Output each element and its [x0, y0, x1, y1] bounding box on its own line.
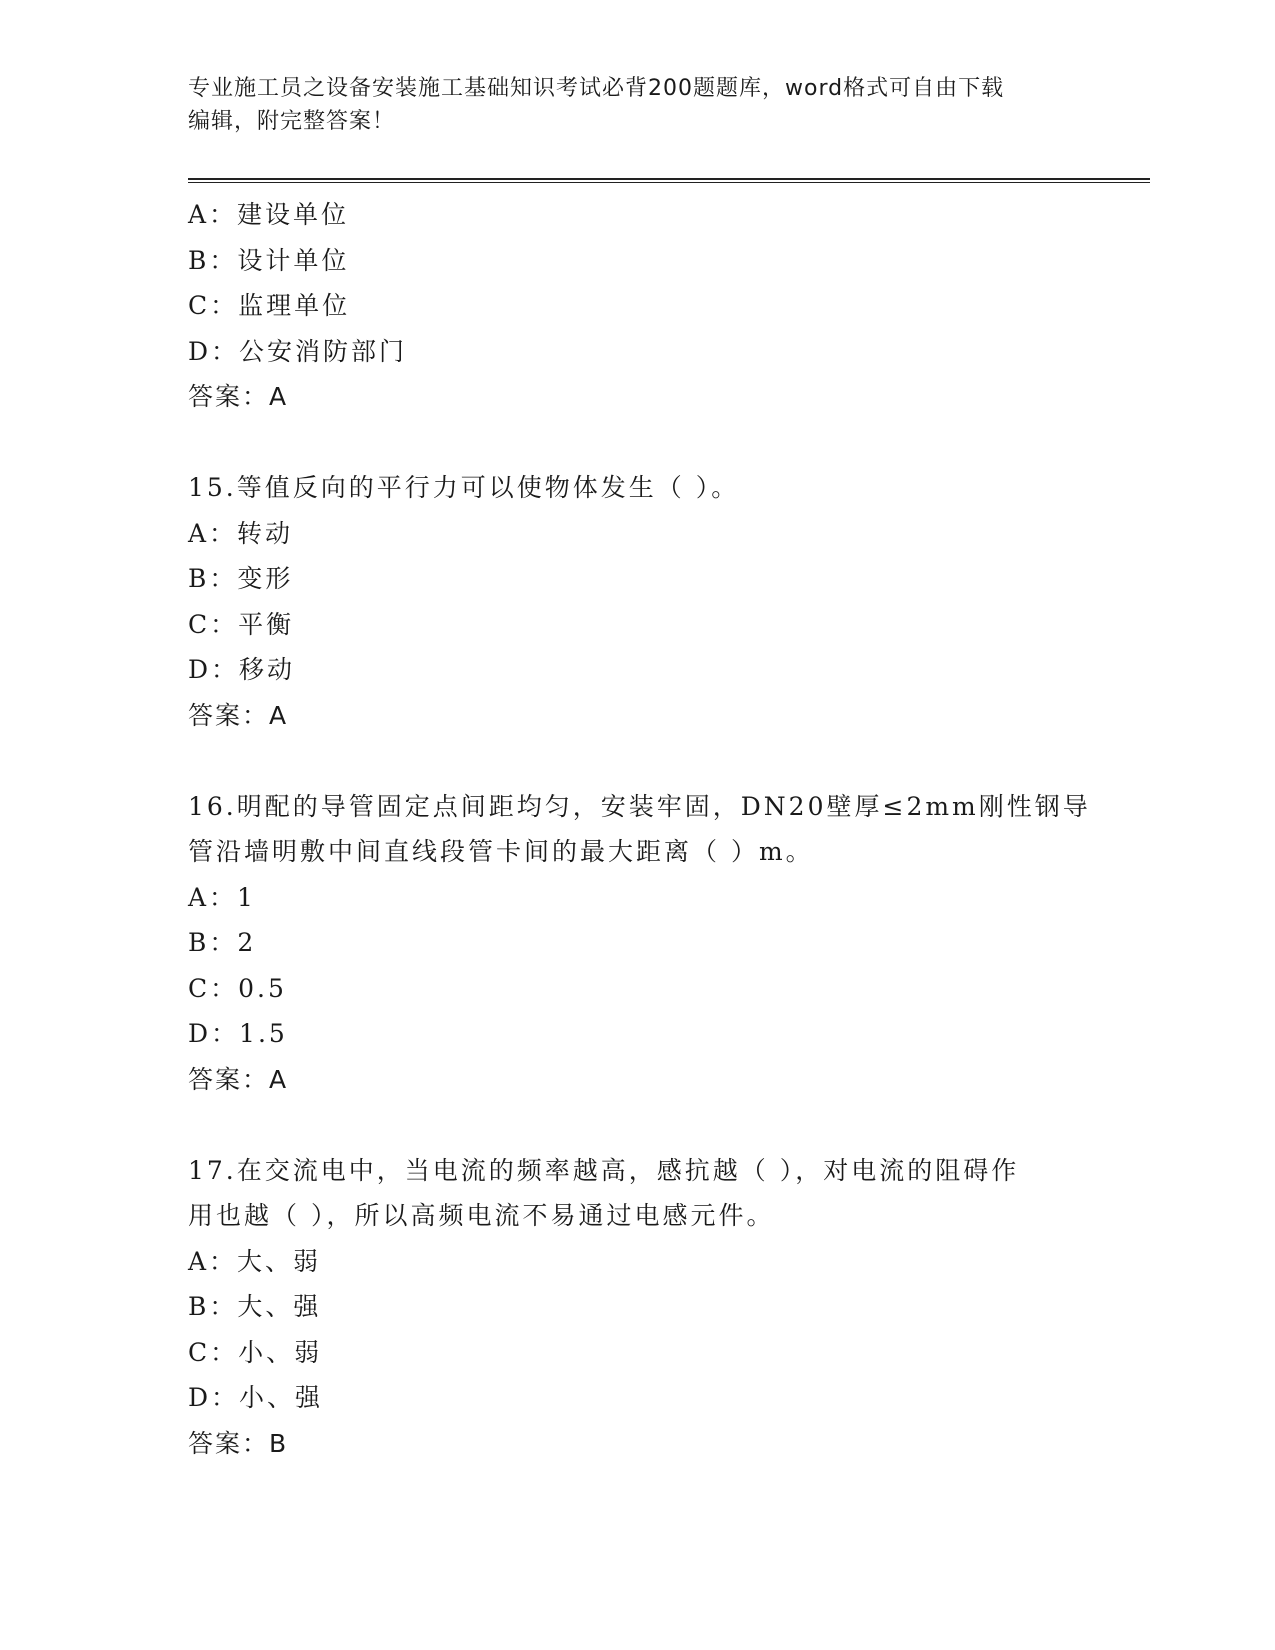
option-d: D：公安消防部门	[188, 336, 408, 366]
question-stem: 15.等值反向的平行力可以使物体发生（ ）。	[188, 473, 740, 502]
question-stem-cont: 用也越（ ），所以高频电流不易通过电感元件。	[188, 1201, 775, 1230]
option-d: D：小、强	[188, 1383, 324, 1412]
question-stem-cont: 管沿墙明敷中间直线段管卡间的最大距离（ ）m。	[188, 837, 814, 866]
answer: 答案：A	[188, 1064, 289, 1094]
option-a: A：转动	[188, 518, 294, 548]
option-c: C：监理单位	[188, 291, 351, 320]
document-header	[188, 72, 1088, 138]
question-stem: 17.在交流电中，当电流的频率越高，感抗越（ ），对电流的阻碍作	[188, 1155, 1020, 1185]
option-b: B：2	[188, 928, 257, 957]
option-c: C：0.5	[188, 973, 287, 1003]
question-15	[188, 465, 1088, 738]
header-line-2: 编辑，附完整答案！	[188, 109, 396, 134]
answer: 答案：B	[188, 1428, 289, 1458]
option-c: C：平衡	[188, 609, 295, 639]
answer: 答案：A	[188, 382, 289, 411]
option-b: B：大、强	[188, 1292, 322, 1321]
option-b: B：变形	[188, 564, 294, 593]
question-16	[188, 784, 1091, 1103]
question-14	[188, 192, 1088, 420]
option-a: A：大、弱	[188, 1246, 322, 1276]
question-stem: 16.明配的导管固定点间距均匀，安装牢固，DN20壁厚≤2mm刚性钢导	[188, 791, 1091, 821]
answer: 答案：A	[188, 700, 289, 730]
question-list	[188, 192, 1091, 1466]
option-a: A：建设单位	[188, 200, 350, 229]
option-d: D：移动	[188, 655, 296, 684]
option-c: C：小、弱	[188, 1337, 323, 1367]
option-d: D：1.5	[188, 1019, 288, 1048]
option-b: B：设计单位	[188, 245, 350, 275]
header-divider	[188, 178, 1150, 183]
question-17	[188, 1148, 1088, 1467]
header-line-1: 专业施工员之设备安装施工基础知识考试必背200题题库，word格式可自由下载	[188, 76, 1005, 101]
option-a: A：1	[188, 882, 256, 912]
